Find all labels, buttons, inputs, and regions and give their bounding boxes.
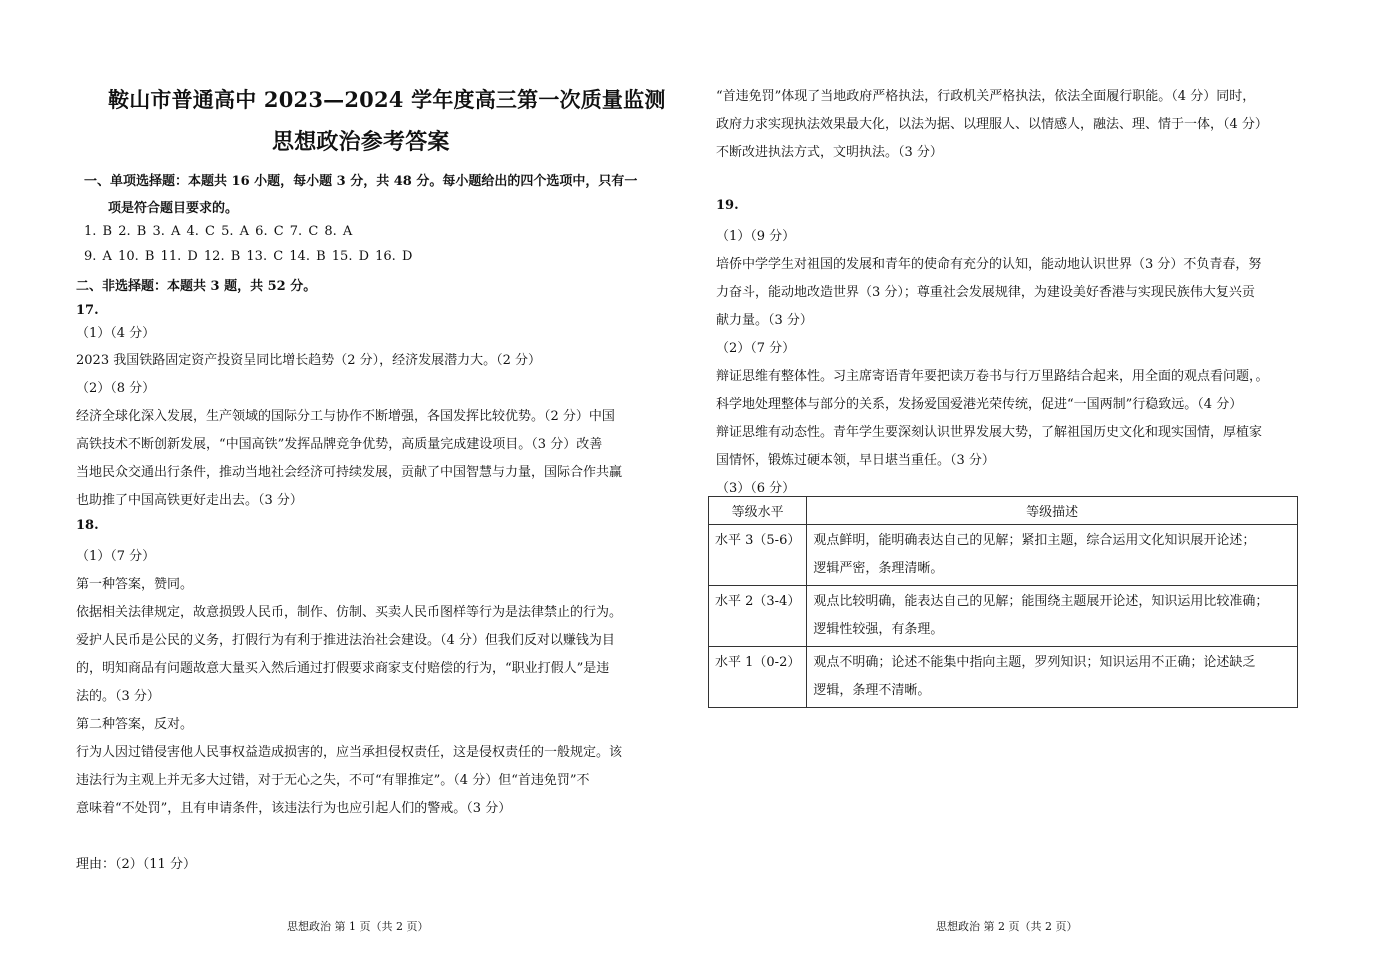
- q18-answer2-head: 第二种答案，反对。: [76, 717, 194, 732]
- q18-answer1-line: 法的。（3 分）: [76, 689, 160, 704]
- description-cell: [807, 647, 1298, 708]
- table-row: [709, 647, 1298, 708]
- section1-heading: 一、单项选择题：本题共 16 小题，每小题 3 分，共 48 分。每小题给出的四个选项中，只有一: [84, 174, 638, 189]
- q18-reason-head: 理由：（2）（11 分）: [76, 857, 196, 872]
- grading-table-header: [709, 497, 1298, 525]
- description-line: 逻辑性较强，有条理。: [813, 622, 944, 637]
- q18-answer2-line: 行为人因过错侵害他人民事权益造成损害的，应当承担侵权责任，这是侵权责任的一般规定。该: [76, 745, 623, 760]
- q19-part1-head: （1）（9 分）: [716, 229, 796, 244]
- answer-key-title: 思想政治参考答案: [272, 129, 450, 155]
- description-line: 逻辑，条理不清晰。: [813, 683, 931, 698]
- q17-part2-head: （2）（8 分）: [76, 381, 156, 396]
- header-description: 等级描述: [807, 497, 1298, 525]
- q19-part2-line: 科学地处理整体与部分的关系，发扬爱国爱港光荣传统，促进“一国两制”行稳致远。（4 分）: [716, 397, 1243, 412]
- mc-answers-row1: 1. B 2. B 3. A 4. C 5. A 6. C 7. C 8. A: [84, 224, 353, 239]
- q18-continuation-line: 不断改进执法方式，文明执法。（3 分）: [716, 145, 943, 160]
- q19-part1-line: 献力量。（3 分）: [716, 313, 813, 328]
- q19-number: 19.: [716, 198, 739, 213]
- page1-footer: 思想政治 第 1 页（共 2 页）: [287, 920, 429, 933]
- level-cell: 水平 2（3-4）: [709, 586, 807, 647]
- q18-continuation-line: “首违免罚”体现了当地政府严格执法，行政机关严格执法，依法全面履行职能。（4 分）同时，: [716, 89, 1256, 104]
- q18-answer2-line: 意味着“不处罚”，且有申请条件，该违法行为也应引起人们的警戒。（3 分）: [76, 801, 512, 816]
- q19-part3-head: （3）（6 分）: [716, 481, 796, 496]
- q17-part2-line: 经济全球化深入发展，生产领域的国际分工与协作不断增强，各国发挥比较优势。（2 分）中国: [76, 409, 615, 424]
- q19-part2-head: （2）（7 分）: [716, 341, 796, 356]
- q19-part2-line: 辩证思维有动态性。青年学生要深刻认识世界发展大势，了解祖国历史文化和现实国情，厚植家: [716, 425, 1263, 440]
- description-line: 观点比较明确，能表达自己的见解；能围绕主题展开论述，知识运用比较准确；: [813, 594, 1269, 609]
- section2-heading: 二、非选择题：本题共 3 题，共 52 分。: [76, 279, 317, 294]
- q18-answer2-line: 违法行为主观上并无多大过错，对于无心之失，不可“有罪推定”。（4 分）但“首违免罚”不: [76, 773, 590, 788]
- q18-part1-head: （1）（7 分）: [76, 549, 156, 564]
- q18-continuation-line: 政府力求实现执法效果最大化，以法为据、以理服人、以情感人，融法、理、情于一体，（4 分）: [716, 117, 1268, 132]
- q18-number: 18.: [76, 518, 99, 533]
- q18-answer1-line: 依据相关法律规定，故意损毁人民币，制作、仿制、买卖人民币图样等行为是法律禁止的行为。: [76, 605, 623, 620]
- q17-number: 17.: [76, 303, 99, 318]
- q17-part1-line: 2023 我国铁路固定资产投资呈同比增长趋势（2 分），经济发展潜力大。（2 分）: [76, 353, 542, 368]
- table-row: [709, 525, 1298, 586]
- level-cell: 水平 1（0-2）: [709, 647, 807, 708]
- q18-answer1-line: 爱护人民币是公民的义务，打假行为有利于推进法治社会建设。（4 分）但我们反对以赚钱为目: [76, 633, 615, 648]
- q17-part1-head: （1）（4 分）: [76, 326, 156, 341]
- exam-title: 鞍山市普通高中 2023—2024 学年度高三第一次质量监测: [108, 87, 666, 112]
- q19-part2-line: 国情怀，锻炼过硬本领，早日堪当重任。（3 分）: [716, 453, 995, 468]
- q19-part1-line: 力奋斗，能动地改造世界（3 分）；尊重社会发展规律，为建设美好香港与实现民族伟大复兴贡: [716, 285, 1255, 300]
- q19-part2-line: 辩证思维有整体性。习主席寄语青年要把读万卷书与行万里路结合起来，用全面的观点看问题，。: [716, 369, 1269, 384]
- q19-part1-line: 培侨中学学生对祖国的发展和青年的使命有充分的认知，能动地认识世界（3 分）不负青春，努: [716, 257, 1262, 272]
- q18-answer1-head: 第一种答案，赞同。: [76, 577, 194, 592]
- q18-answer1-line: 的，明知商品有问题故意大量买入然后通过打假要求商家支付赔偿的行为，“职业打假人”是违: [76, 661, 610, 676]
- section1-heading-cont: 项是符合题目要求的。: [108, 201, 239, 216]
- description-line: 逻辑严密，条理清晰。: [813, 561, 944, 576]
- page2-footer: 思想政治 第 2 页（共 2 页）: [936, 920, 1078, 933]
- q17-part2-line: 也助推了中国高铁更好走出去。（3 分）: [76, 493, 303, 508]
- description-cell: [807, 586, 1298, 647]
- header-level: 等级水平: [709, 497, 807, 525]
- table-row: [709, 586, 1298, 647]
- description-line: 观点不明确；论述不能集中指向主题，罗列知识；知识运用不正确；论述缺乏: [813, 655, 1256, 670]
- description-line: 观点鲜明，能明确表达自己的见解；紧扣主题，综合运用文化知识展开论述；: [813, 533, 1256, 548]
- mc-answers-row2: 9. A 10. B 11. D 12. B 13. C 14. B 15. D 16. D: [84, 249, 413, 264]
- q17-part2-line: 高铁技术不断创新发展，“中国高铁”发挥品牌竞争优势，高质量完成建设项目。（3 分）改善: [76, 437, 603, 452]
- q17-part2-line: 当地民众交通出行条件，推动当地社会经济可持续发展，贡献了中国智慧与力量，国际合作共赢: [76, 465, 623, 480]
- description-cell: [807, 525, 1298, 586]
- level-cell: 水平 3（5-6）: [709, 525, 807, 586]
- grading-table: [708, 496, 1298, 708]
